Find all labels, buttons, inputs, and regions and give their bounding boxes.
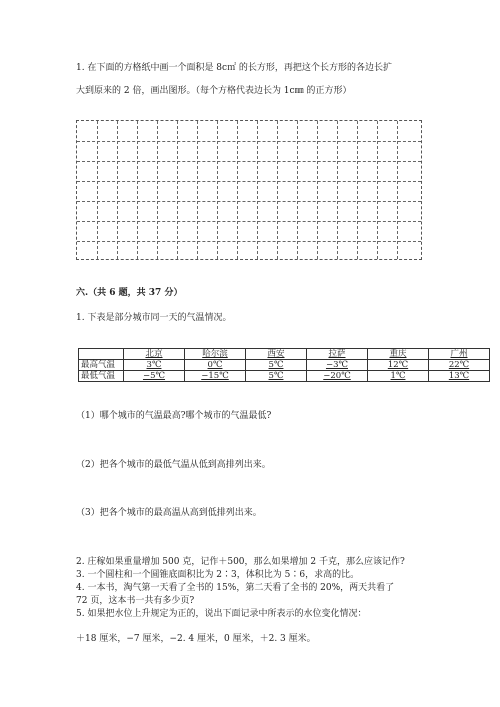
table-cell: 1℃	[368, 371, 429, 382]
table-cell: −15℃	[185, 371, 246, 382]
temperature-table	[78, 348, 490, 382]
table-cell: 0℃	[185, 360, 246, 371]
row-label: 最高气温	[79, 360, 124, 371]
table-row	[79, 360, 490, 371]
table-cell: −5℃	[124, 371, 185, 382]
table-header-cell: 拉萨	[307, 349, 368, 360]
question-2: 2. 庄稼如果重量增加 500 克，记作＋500，那么如果增加 2 千克，那么应该记作?	[76, 557, 405, 567]
table-header-cell: 哈尔滨	[185, 349, 246, 360]
sub-question-2: （2）把各个城市的最低气温从低到高排列出来。	[76, 460, 271, 470]
table-cell: −20℃	[307, 371, 368, 382]
table-cell: 12℃	[368, 360, 429, 371]
table-corner-cell	[79, 349, 124, 360]
grid-paper	[76, 120, 422, 260]
question-1-line-1: 1. 在下面的方格纸中画一个面积是 8c㎡ 的长方形，再把这个长方形的各边长扩	[76, 63, 392, 73]
question-4-line-2: 72 页，这本书一共有多少页?	[76, 596, 195, 606]
question-5: 5. 如果把水位上升规定为正的，说出下面记录中所表示的水位变化情况：	[76, 609, 367, 619]
table-cell: 5℃	[246, 371, 307, 382]
table-cell: 5℃	[246, 360, 307, 371]
table-cell: −3℃	[307, 360, 368, 371]
table-header-cell: 广州	[429, 349, 490, 360]
section-heading: 六.（共 6 题，共 37 分）	[76, 288, 183, 298]
question-4-line-1: 4. 一本书，淘气第一天看了全书的 15%，第二天看了全书的 20%，两天共看了	[76, 583, 395, 593]
table-header-cell: 北京	[124, 349, 185, 360]
table-cell: 3℃	[124, 360, 185, 371]
table-row	[79, 371, 490, 382]
question-1-line-2: 大到原来的 2 倍，画出图形。（每个方格代表边长为 1c㎜ 的正方形）	[76, 86, 352, 96]
table-header-cell: 重庆	[368, 349, 429, 360]
table-cell: 22℃	[429, 360, 490, 371]
row-label: 最低气温	[79, 371, 124, 382]
sub-question-3: （3）把各个城市的最高温从高到低排列出来。	[76, 508, 262, 518]
table-header-cell: 西安	[246, 349, 307, 360]
question-3: 3. 一个圆柱和一个圆锥底面积比为 2∶3，体积比为 5∶6，求高的比。	[76, 570, 360, 580]
table-header-row	[79, 349, 490, 360]
sub-question-1: （1）哪个城市的气温最高?哪个城市的气温最低?	[76, 411, 272, 421]
question-5-values: ＋18 厘米，−7 厘米，−2. 4 厘米，0 厘米，＋2. 3 厘米。	[76, 634, 316, 644]
table-cell: 13℃	[429, 371, 490, 382]
question-intro: 1. 下表是部分城市同一天的气温情况。	[76, 313, 232, 323]
